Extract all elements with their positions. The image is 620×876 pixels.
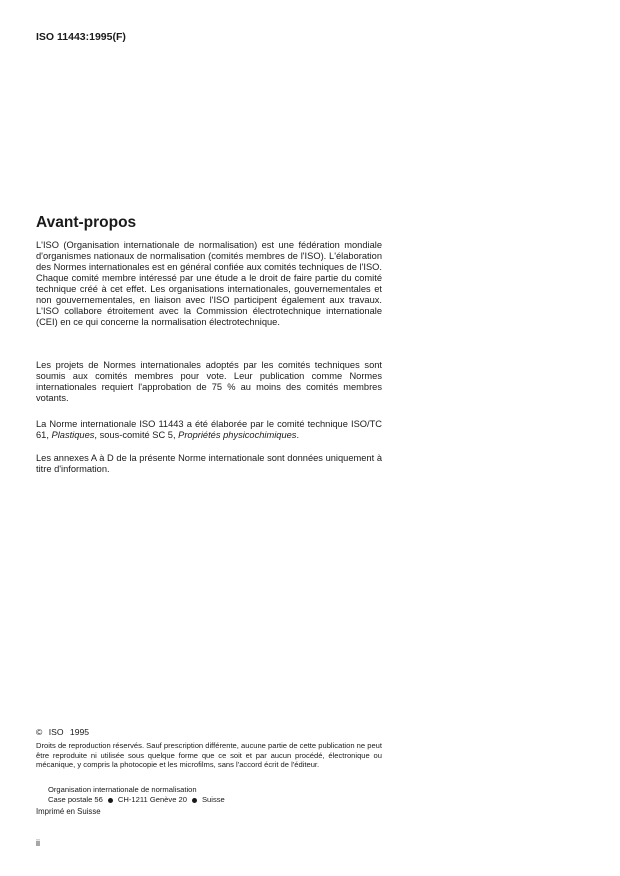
address-city: CH-1211 Genève 20 — [117, 795, 187, 804]
address-postbox: Case postale 56 — [48, 795, 103, 804]
bullet-icon — [192, 798, 197, 803]
printed-in: Imprimé en Suisse — [36, 807, 101, 816]
paragraph-voting: Les projets de Normes internationales adoptés par les comités techniques sont soumis aux comités membres pour vote. Leur publication comme Normes internationales requiert l'approbation de 75 % au moins des comités membres votants. — [36, 360, 382, 403]
publisher-address-line — [48, 795, 225, 805]
paragraph-committee — [36, 419, 382, 441]
bullet-icon — [108, 798, 113, 803]
sc-name: Propriétés physicochimiques — [178, 430, 297, 440]
tc-name: Plastiques — [51, 430, 95, 440]
section-title: Avant-propos — [36, 214, 137, 231]
publisher-name: Organisation internationale de normalisation — [48, 785, 197, 794]
paragraph-foreword-intro: L'ISO (Organisation internationale de normalisation) est une fédération mondiale d'organismes nationaux de normalisation (comités membres de l'ISO). L'élaboration des Normes internationales est en général confiée aux comités techniques de l'ISO. Chaque comité membre intéressé par une étude a le droit de faire partie du comité technique créé à cet effet. Les organisations internationales, gouvernementales et non gouvernementales, en liaison avec l'ISO participent également aux travaux. L'ISO collabore étroitement avec la Commission électrotechnique internationale (CEI) en ce qui concerne la normalisation électrotechnique. — [36, 240, 382, 327]
committee-text-post: . — [296, 430, 300, 440]
copyright-notice: © ISO 1995 — [36, 727, 90, 737]
address-country: Suisse — [201, 795, 225, 804]
page-number: ii — [36, 838, 40, 848]
committee-text-pre: La Norme internationale ISO 11443 a été élaborée par le comité technique ISO/TC 61, — [36, 419, 382, 440]
publisher-address — [48, 785, 225, 805]
rights-statement: Droits de reproduction réservés. Sauf prescription différente, aucune partie de cette publication ne peut être reproduite ni utilisée sous quelque forme que ce soit et par aucun procédé, électronique ou mécanique, y compris la photocopie et les microfilms, sans l'accord écrit de l'éditeur. — [36, 741, 383, 769]
committee-text-mid: , sous-comité SC 5, — [94, 430, 179, 440]
document-id-header: ISO 11443:1995(F) — [36, 31, 126, 43]
paragraph-annexes: Les annexes A à D de la présente Norme internationale sont données uniquement à titre d'information. — [36, 453, 382, 474]
